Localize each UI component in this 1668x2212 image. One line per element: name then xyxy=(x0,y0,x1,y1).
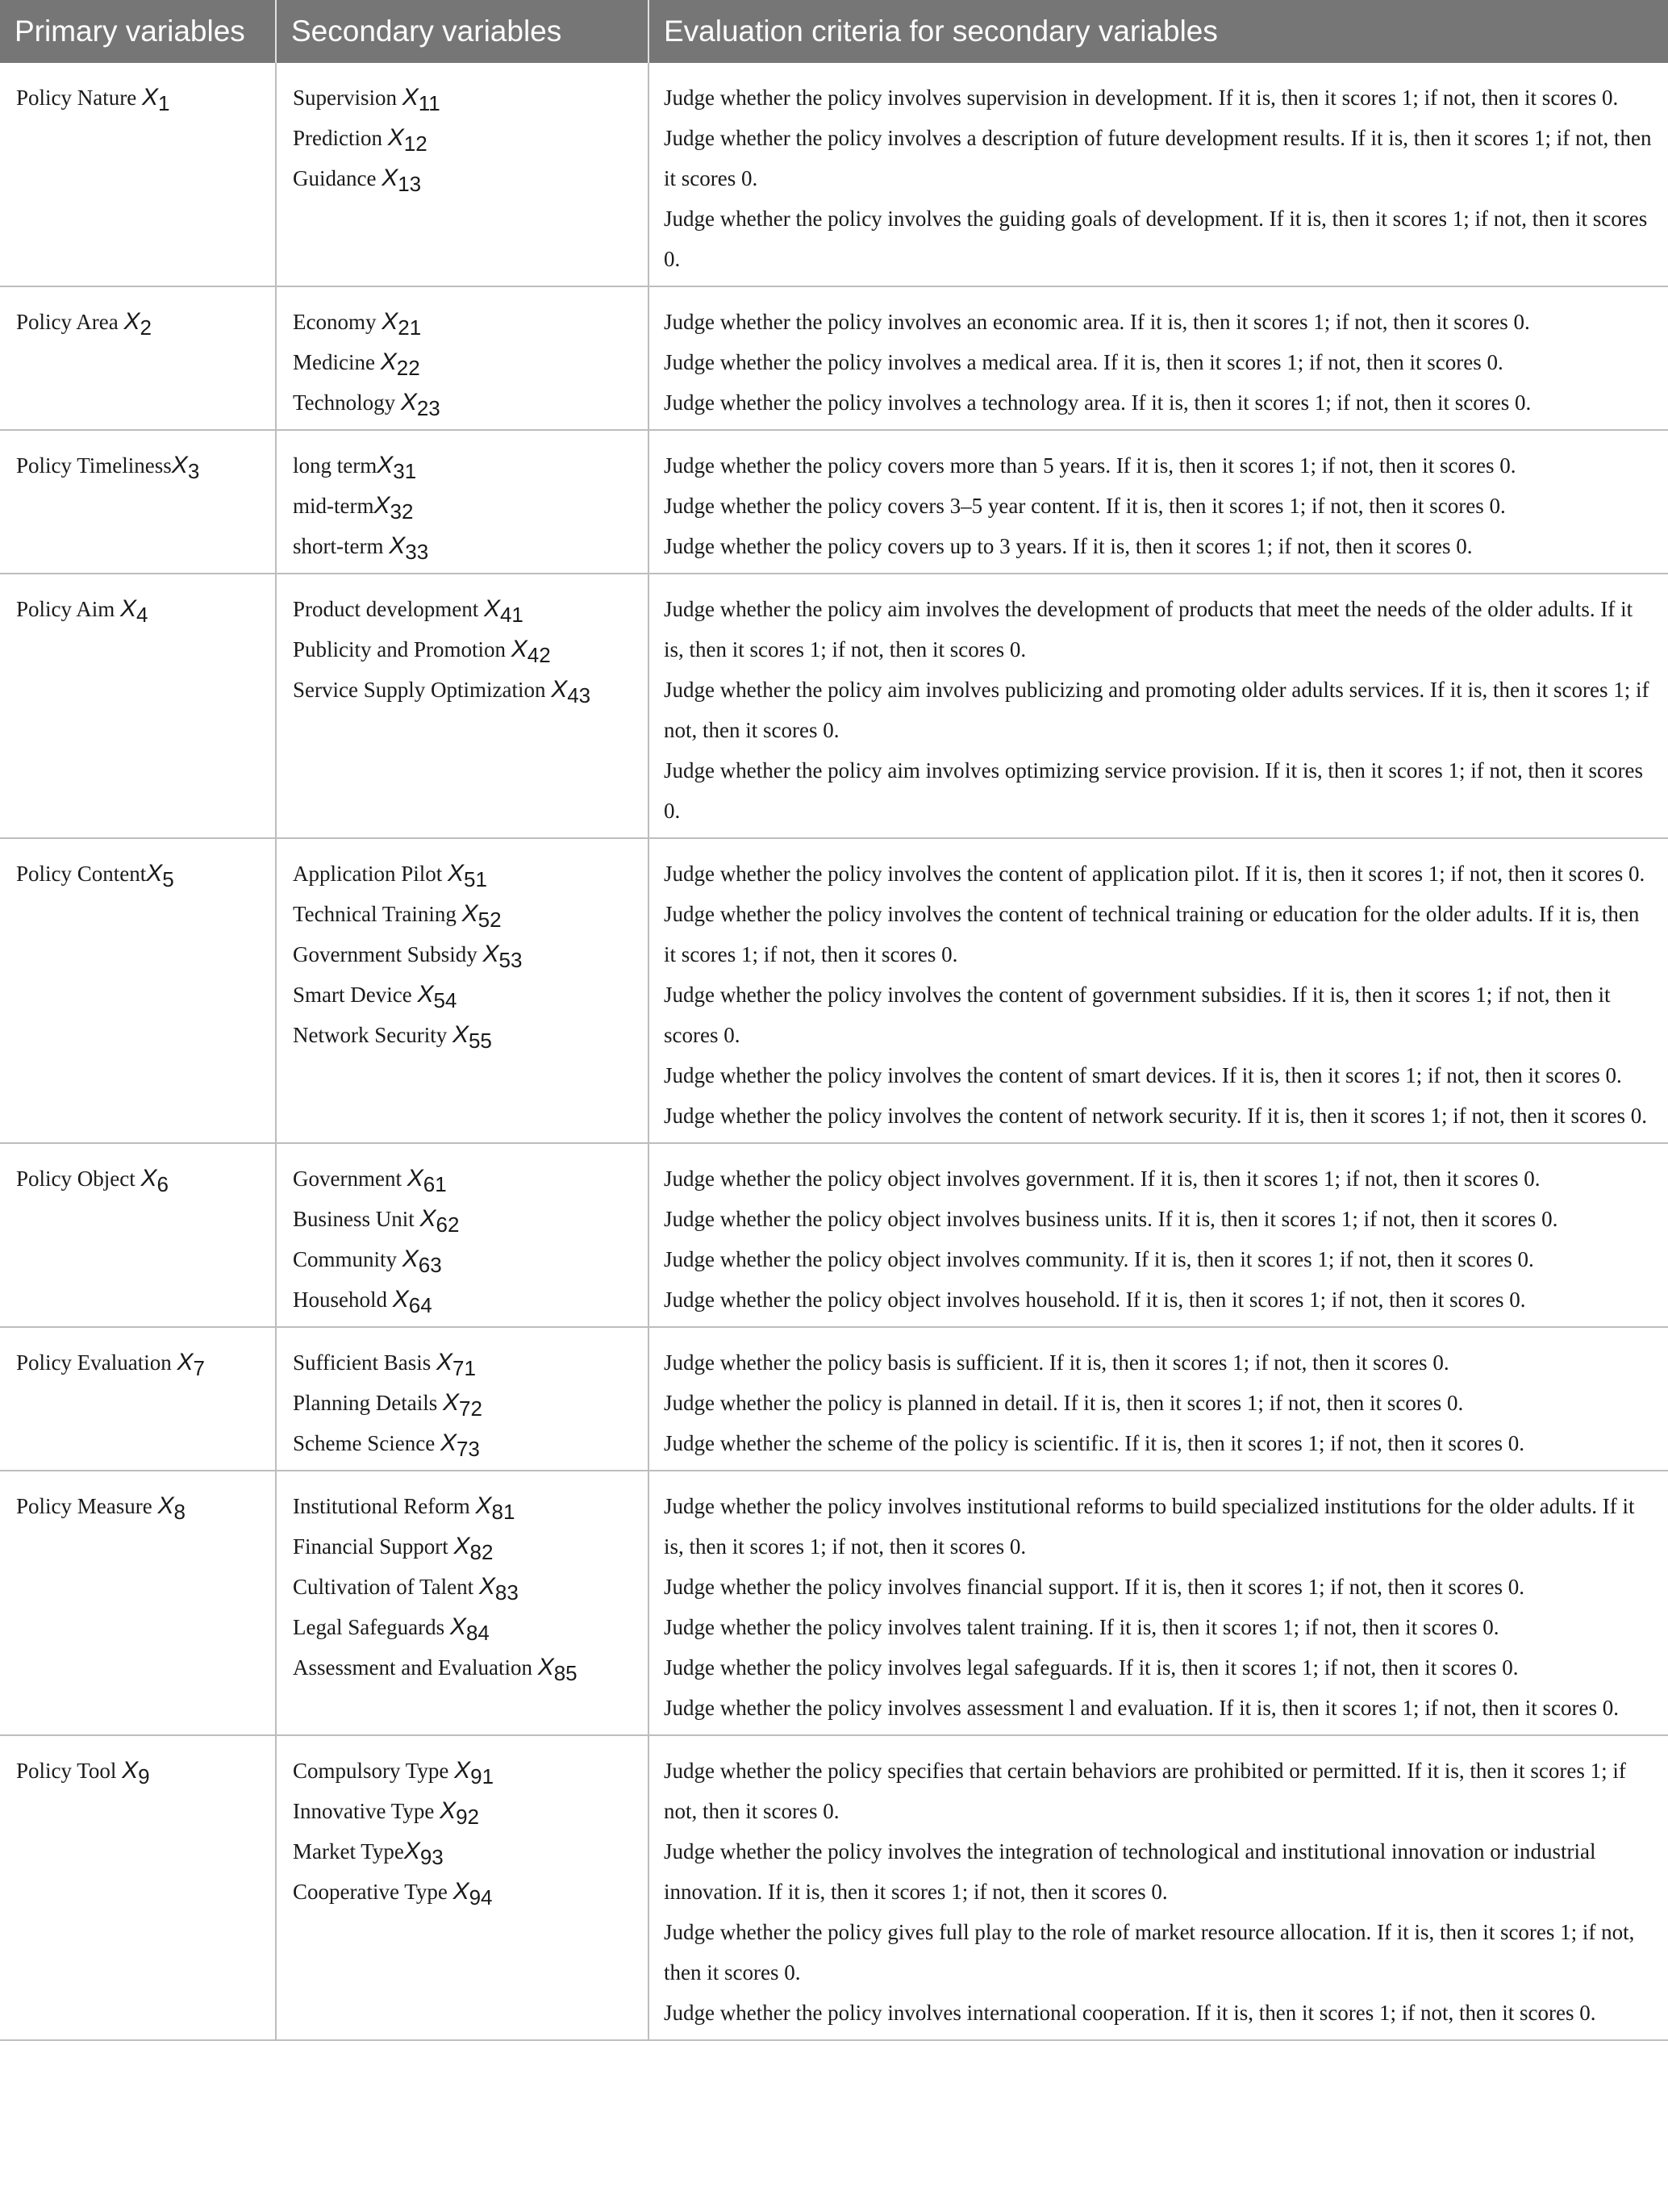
variable-subscript: 33 xyxy=(405,540,429,564)
criterion-text: Judge whether the policy is planned in detail. If it is, then it scores 1; if not, then it scores 0. xyxy=(664,1391,1464,1415)
primary-variable xyxy=(16,853,261,894)
variable-symbol: $X_{21}$ xyxy=(382,308,422,340)
variable-subscript: 43 xyxy=(567,683,591,707)
variable-subscript: 81 xyxy=(491,1500,515,1524)
criterion-text: Judge whether the policy involves a medical area. If it is, then it scores 1; if not, then it scores 0. xyxy=(664,350,1503,374)
variable-symbol: $X_6$ xyxy=(140,1165,169,1196)
variable-subscript: 55 xyxy=(468,1029,492,1053)
criterion-text: Judge whether the policy involves the content of application pilot. If it is, then it scores 1; if not, then it scores 0. xyxy=(664,862,1645,886)
secondary-variable-label: Community xyxy=(293,1247,402,1271)
variable-subscript: 93 xyxy=(419,1845,444,1869)
secondary-variable-label: Innovative Type xyxy=(293,1799,440,1823)
criterion-text: Judge whether the policy involves supervision in development. If it is, then it scores 1; if not, then it scores 0. xyxy=(664,86,1619,110)
criterion-text: Judge whether the policy involves international cooperation. If it is, then it scores 1; if not, then it scores 0. xyxy=(664,2001,1596,2025)
criterion-text: Judge whether the policy covers up to 3 years. If it is, then it scores 1; if not, then it scores 0. xyxy=(664,534,1473,558)
header-evaluation-criteria: Evaluation criteria for secondary variables xyxy=(648,0,1668,63)
evaluation-criteria-cell xyxy=(648,430,1668,574)
variable-symbol: $X_3$ xyxy=(171,452,200,483)
variable-symbol: $X_{83}$ xyxy=(478,1573,519,1605)
secondary-variable-label: Government xyxy=(293,1167,407,1191)
criterion-text: Judge whether the policy involves a technology area. If it is, then it scores 1; if not, then it scores 0. xyxy=(664,390,1532,415)
variable-subscript: 94 xyxy=(469,1885,493,1909)
primary-variable-cell xyxy=(0,1143,276,1327)
secondary-variable-label: Cultivation of Talent xyxy=(293,1575,479,1599)
variable-subscript: 21 xyxy=(398,315,422,340)
secondary-variable-label: Assessment and Evaluation xyxy=(293,1655,538,1680)
header-secondary-variables: Secondary variables xyxy=(276,0,648,63)
primary-variable xyxy=(16,77,261,118)
criterion-text: Judge whether the policy involves institutional reforms to build specialized institutions for the older adults. If it is, then it scores 1; if not, then it scores 0. xyxy=(664,1494,1635,1559)
secondary-variable xyxy=(293,382,633,423)
evaluation-criteria-cell xyxy=(648,286,1668,430)
variable-symbol: $X_{52}$ xyxy=(461,900,502,932)
variable-subscript: 91 xyxy=(470,1764,494,1788)
variable-symbol: $X_{54}$ xyxy=(417,981,457,1012)
variable-symbol: $X_{32}$ xyxy=(373,492,414,524)
variable-symbol: $X_{72}$ xyxy=(442,1389,482,1421)
secondary-variable-label: Smart Device xyxy=(293,983,418,1007)
secondary-variable-label: Technical Training xyxy=(293,902,462,926)
variable-symbol: $X_{42}$ xyxy=(511,636,551,667)
secondary-variables-cell xyxy=(276,1327,648,1471)
primary-variable xyxy=(16,1486,261,1526)
variable-subscript: 9 xyxy=(138,1764,150,1788)
secondary-variable-label: Medicine xyxy=(293,350,381,374)
variable-symbol: $X_{85}$ xyxy=(537,1654,578,1685)
secondary-variable-label: Sufficient Basis xyxy=(293,1350,436,1375)
variable-symbol: $X_{31}$ xyxy=(377,452,417,483)
criterion-text: Judge whether the policy aim involves publicizing and promoting older adults services. If it is, then it scores 1; if not, then it scores 0. xyxy=(664,678,1649,742)
criterion-text: Judge whether the policy involves the guiding goals of development. If it is, then it scores 1; if not, then it scores 0. xyxy=(664,207,1648,271)
variable-symbol: $X_8$ xyxy=(157,1492,186,1524)
variable-symbol: $X_{91}$ xyxy=(454,1757,494,1788)
criterion-text: Judge whether the policy involves talent training. If it is, then it scores 1; if not, then it scores 0. xyxy=(664,1615,1499,1639)
table-row xyxy=(0,1471,1668,1735)
secondary-variable xyxy=(293,1383,633,1423)
variable-subscript: 4 xyxy=(136,603,148,627)
variable-subscript: 64 xyxy=(408,1293,432,1317)
primary-variable-label: Policy Area xyxy=(16,310,124,334)
evaluation-criteria-cell xyxy=(648,1471,1668,1735)
variable-subscript: 42 xyxy=(527,643,551,667)
variable-symbol: $X_4$ xyxy=(120,595,148,627)
criterion-text: Judge whether the policy covers more than 5 years. If it is, then it scores 1; if not, then it scores 0. xyxy=(664,453,1516,478)
secondary-variable xyxy=(293,1342,633,1383)
secondary-variable-label: Network Security xyxy=(293,1023,452,1047)
criterion-text: Judge whether the policy involves legal safeguards. If it is, then it scores 1; if not, then it scores 0. xyxy=(664,1655,1519,1680)
variable-symbol: $X_9$ xyxy=(122,1757,150,1788)
criterion-text: Judge whether the policy involves the content of smart devices. If it is, then it scores 1; if not, then it scores 0. xyxy=(664,1063,1622,1087)
secondary-variables-cell xyxy=(276,286,648,430)
evaluation-criteria-cell xyxy=(648,838,1668,1143)
table-row xyxy=(0,1735,1668,2040)
primary-variable-label: Policy Tool xyxy=(16,1759,123,1783)
variable-subscript: 7 xyxy=(193,1356,205,1380)
header-primary-variables: Primary variables xyxy=(0,0,276,63)
variable-symbol: $X_{92}$ xyxy=(440,1797,480,1829)
secondary-variable-label: Technology xyxy=(293,390,401,415)
primary-variable xyxy=(16,1158,261,1199)
secondary-variable xyxy=(293,1239,633,1279)
secondary-variable xyxy=(293,1831,633,1872)
secondary-variable xyxy=(293,486,633,526)
table-row xyxy=(0,430,1668,574)
secondary-variable xyxy=(293,1423,633,1463)
table-row xyxy=(0,286,1668,430)
variable-subscript: 6 xyxy=(156,1172,169,1196)
table-body xyxy=(0,63,1668,2040)
primary-variable-cell xyxy=(0,430,276,574)
secondary-variable xyxy=(293,1015,633,1055)
variable-symbol: $X_5$ xyxy=(146,860,174,891)
variable-symbol: $X_{11}$ xyxy=(402,84,440,115)
variable-subscript: 84 xyxy=(465,1621,490,1645)
secondary-variable xyxy=(293,1751,633,1791)
secondary-variable-label: Planning Details xyxy=(293,1391,443,1415)
secondary-variable-label: Guidance xyxy=(293,166,382,190)
secondary-variable xyxy=(293,589,633,629)
primary-variable xyxy=(16,1342,261,1383)
secondary-variable xyxy=(293,934,633,975)
secondary-variable xyxy=(293,302,633,342)
variable-subscript: 52 xyxy=(477,908,502,932)
variable-symbol: $X_7$ xyxy=(177,1349,205,1380)
criterion-text: Judge whether the policy specifies that certain behaviors are prohibited or permitted. If it is, then it scores 1; if not, then it scores 0. xyxy=(664,1759,1626,1823)
variable-symbol: $X_{13}$ xyxy=(382,165,422,196)
primary-variable xyxy=(16,1751,261,1791)
variable-subscript: 8 xyxy=(173,1500,186,1524)
primary-variable-label: Policy Aim xyxy=(16,597,121,621)
primary-variable-cell xyxy=(0,1735,276,2040)
variable-subscript: 11 xyxy=(418,91,440,115)
variable-subscript: 92 xyxy=(456,1805,480,1829)
secondary-variable-label: long term xyxy=(293,453,377,478)
secondary-variables-cell xyxy=(276,430,648,574)
criterion-text: Judge whether the policy involves the content of technical training or education for the older adults. If it is, then it scores 1; if not, then it scores 0. xyxy=(664,902,1640,966)
secondary-variable xyxy=(293,853,633,894)
evaluation-criteria-cell xyxy=(648,574,1668,838)
secondary-variable-label: Cooperative Type xyxy=(293,1880,453,1904)
variable-subscript: 54 xyxy=(433,988,457,1012)
secondary-variable-label: Market Type xyxy=(293,1839,404,1864)
criterion-text: Judge whether the policy involves a description of future development results. If it is, then it scores 1; if not, then it scores 0. xyxy=(664,126,1652,190)
criterion-text: Judge whether the policy involves an economic area. If it is, then it scores 1; if not, then it scores 0. xyxy=(664,310,1530,334)
primary-variable xyxy=(16,302,261,342)
criterion-text: Judge whether the policy aim involves optimizing service provision. If it is, then it scores 1; if not, then it scores 0. xyxy=(664,758,1644,823)
criterion-text: Judge whether the policy involves the content of government subsidies. If it is, then it scores 1; if not, then it scores 0. xyxy=(664,983,1611,1047)
secondary-variable xyxy=(293,629,633,670)
secondary-variable xyxy=(293,1486,633,1526)
variable-symbol: $X_{22}$ xyxy=(380,348,420,380)
secondary-variable xyxy=(293,1199,633,1239)
primary-variable-cell xyxy=(0,838,276,1143)
variable-symbol: $X_{94}$ xyxy=(452,1878,493,1909)
secondary-variable-label: Institutional Reform xyxy=(293,1494,476,1518)
secondary-variable-label: Scheme Science xyxy=(293,1431,440,1455)
secondary-variable xyxy=(293,1158,633,1199)
variable-subscript: 32 xyxy=(390,499,414,524)
variable-subscript: 13 xyxy=(398,172,422,196)
secondary-variable-label: Application Pilot xyxy=(293,862,448,886)
evaluation-criteria-cell xyxy=(648,63,1668,286)
secondary-variable-label: Product development xyxy=(293,597,484,621)
secondary-variable xyxy=(293,77,633,118)
primary-variable xyxy=(16,589,261,629)
secondary-variable-label: Supervision xyxy=(293,86,402,110)
variable-subscript: 62 xyxy=(436,1212,460,1237)
criterion-text: Judge whether the policy object involves government. If it is, then it scores 1; if not, then it scores 0. xyxy=(664,1167,1541,1191)
variable-symbol: $X_{64}$ xyxy=(392,1286,432,1317)
variable-subscript: 53 xyxy=(498,948,523,972)
variable-symbol: $X_{51}$ xyxy=(448,860,487,891)
variable-subscript: 61 xyxy=(423,1172,447,1196)
secondary-variable xyxy=(293,342,633,382)
secondary-variable-label: Business Unit xyxy=(293,1207,420,1231)
secondary-variable xyxy=(293,975,633,1015)
table-row xyxy=(0,838,1668,1143)
variable-symbol: $X_{55}$ xyxy=(452,1021,492,1053)
secondary-variables-cell xyxy=(276,1735,648,2040)
secondary-variable xyxy=(293,1647,633,1688)
secondary-variable-label: Government Subsidy xyxy=(293,942,483,966)
primary-variable-cell xyxy=(0,1471,276,1735)
variable-subscript: 41 xyxy=(499,603,523,627)
secondary-variable-label: short-term xyxy=(293,534,390,558)
variable-symbol: $X_{71}$ xyxy=(436,1349,476,1380)
secondary-variable-label: mid-term xyxy=(293,494,374,518)
secondary-variable-label: Legal Safeguards xyxy=(293,1615,450,1639)
variable-subscript: 72 xyxy=(459,1396,482,1421)
variable-symbol: $X_{93}$ xyxy=(403,1838,444,1869)
primary-variable-cell xyxy=(0,286,276,430)
criterion-text: Judge whether the policy involves financial support. If it is, then it scores 1; if not, then it scores 0. xyxy=(664,1575,1525,1599)
secondary-variables-cell xyxy=(276,1143,648,1327)
variable-symbol: $X_{82}$ xyxy=(453,1533,494,1564)
criterion-text: Judge whether the policy involves the integration of technological and institutional innovation or industrial innovation. If it is, then it scores 1; if not, then it scores 0. xyxy=(664,1839,1596,1904)
secondary-variable xyxy=(293,526,633,566)
variable-symbol: $X_{53}$ xyxy=(482,941,523,972)
variable-symbol: $X_1$ xyxy=(141,84,170,115)
secondary-variables-cell xyxy=(276,1471,648,1735)
header-row xyxy=(0,0,1668,63)
variable-symbol: $X_{43}$ xyxy=(551,676,591,707)
primary-variable-label: Policy Nature xyxy=(16,86,142,110)
table-row xyxy=(0,1143,1668,1327)
primary-variable xyxy=(16,445,261,486)
variable-subscript: 23 xyxy=(416,396,440,420)
variable-subscript: 22 xyxy=(396,356,420,380)
criterion-text: Judge whether the policy aim involves the development of products that meet the needs of the older adults. If it is, then it scores 1; if not, then it scores 0. xyxy=(664,597,1633,662)
variable-subscript: 2 xyxy=(140,315,152,340)
secondary-variable xyxy=(293,1279,633,1320)
criterion-text: Judge whether the policy involves assessment l and evaluation. If it is, then it scores 1; if not, then it scores 0. xyxy=(664,1696,1620,1720)
secondary-variable-label: Compulsory Type xyxy=(293,1759,455,1783)
variable-subscript: 73 xyxy=(456,1437,480,1461)
variable-symbol: $X_{81}$ xyxy=(475,1492,515,1524)
secondary-variable xyxy=(293,1791,633,1831)
secondary-variables-cell xyxy=(276,838,648,1143)
criterion-text: Judge whether the policy covers 3–5 year content. If it is, then it scores 1; if not, then it scores 0. xyxy=(664,494,1506,518)
variable-subscript: 31 xyxy=(393,459,417,483)
primary-variable-label: Policy Evaluation xyxy=(16,1350,177,1375)
secondary-variable-label: Household xyxy=(293,1288,393,1312)
variable-symbol: $X_{61}$ xyxy=(407,1165,447,1196)
secondary-variables-cell xyxy=(276,63,648,286)
table-row xyxy=(0,63,1668,286)
variable-subscript: 1 xyxy=(157,91,170,115)
primary-variable-label: Policy Timeliness xyxy=(16,453,172,478)
variable-subscript: 12 xyxy=(403,131,427,156)
secondary-variable xyxy=(293,445,633,486)
secondary-variable-label: Service Supply Optimization xyxy=(293,678,552,702)
variable-subscript: 5 xyxy=(162,867,174,891)
criterion-text: Judge whether the policy object involves household. If it is, then it scores 1; if not, then it scores 0. xyxy=(664,1288,1526,1312)
variable-subscript: 63 xyxy=(418,1253,442,1277)
evaluation-criteria-cell xyxy=(648,1143,1668,1327)
secondary-variable xyxy=(293,1567,633,1607)
evaluation-criteria-cell xyxy=(648,1327,1668,1471)
secondary-variable-label: Prediction xyxy=(293,126,388,150)
secondary-variable xyxy=(293,894,633,934)
variable-subscript: 51 xyxy=(464,867,487,891)
secondary-variable xyxy=(293,118,633,158)
secondary-variable-label: Publicity and Promotion xyxy=(293,637,511,662)
variable-symbol: $X_{33}$ xyxy=(389,532,429,564)
primary-variable-cell xyxy=(0,1327,276,1471)
variable-symbol: $X_{12}$ xyxy=(387,124,427,156)
variable-symbol: $X_2$ xyxy=(123,308,152,340)
secondary-variable xyxy=(293,158,633,198)
variable-symbol: $X_{84}$ xyxy=(449,1613,490,1645)
table-header xyxy=(0,0,1668,63)
criterion-text: Judge whether the policy object involves business units. If it is, then it scores 1; if not, then it scores 0. xyxy=(664,1207,1558,1231)
criterion-text: Judge whether the policy object involves community. If it is, then it scores 1; if not, then it scores 0. xyxy=(664,1247,1534,1271)
secondary-variable-label: Financial Support xyxy=(293,1534,454,1559)
evaluation-criteria-cell xyxy=(648,1735,1668,2040)
primary-variable-label: Policy Content xyxy=(16,862,147,886)
variable-subscript: 85 xyxy=(553,1661,578,1685)
variable-subscript: 71 xyxy=(452,1356,476,1380)
primary-variable-cell xyxy=(0,63,276,286)
variable-symbol: $X_{73}$ xyxy=(440,1429,480,1461)
criterion-text: Judge whether the policy involves the content of network security. If it is, then it scores 1; if not, then it scores 0. xyxy=(664,1104,1647,1128)
variable-subscript: 83 xyxy=(494,1580,519,1605)
variable-symbol: $X_{62}$ xyxy=(419,1205,460,1237)
primary-variable-label: Policy Object xyxy=(16,1167,141,1191)
secondary-variable xyxy=(293,1872,633,1912)
table-row xyxy=(0,1327,1668,1471)
secondary-variable-label: Economy xyxy=(293,310,382,334)
secondary-variable xyxy=(293,1607,633,1647)
variable-symbol: $X_{23}$ xyxy=(400,389,440,420)
table-row xyxy=(0,574,1668,838)
variable-subscript: 3 xyxy=(187,459,200,483)
criterion-text: Judge whether the policy gives full play to the role of market resource allocation. If it is, then it scores 1; if not, then it scores 0. xyxy=(664,1920,1635,1985)
secondary-variables-cell xyxy=(276,574,648,838)
variable-symbol: $X_{41}$ xyxy=(483,595,523,627)
criterion-text: Judge whether the policy basis is sufficient. If it is, then it scores 1; if not, then it scores 0. xyxy=(664,1350,1449,1375)
secondary-variable xyxy=(293,1526,633,1567)
secondary-variable xyxy=(293,670,633,710)
variable-symbol: $X_{63}$ xyxy=(402,1246,442,1277)
primary-variable-cell xyxy=(0,574,276,838)
primary-variable-label: Policy Measure xyxy=(16,1494,158,1518)
variable-subscript: 82 xyxy=(469,1540,494,1564)
criterion-text: Judge whether the scheme of the policy is scientific. If it is, then it scores 1; if not, then it scores 0. xyxy=(664,1431,1524,1455)
